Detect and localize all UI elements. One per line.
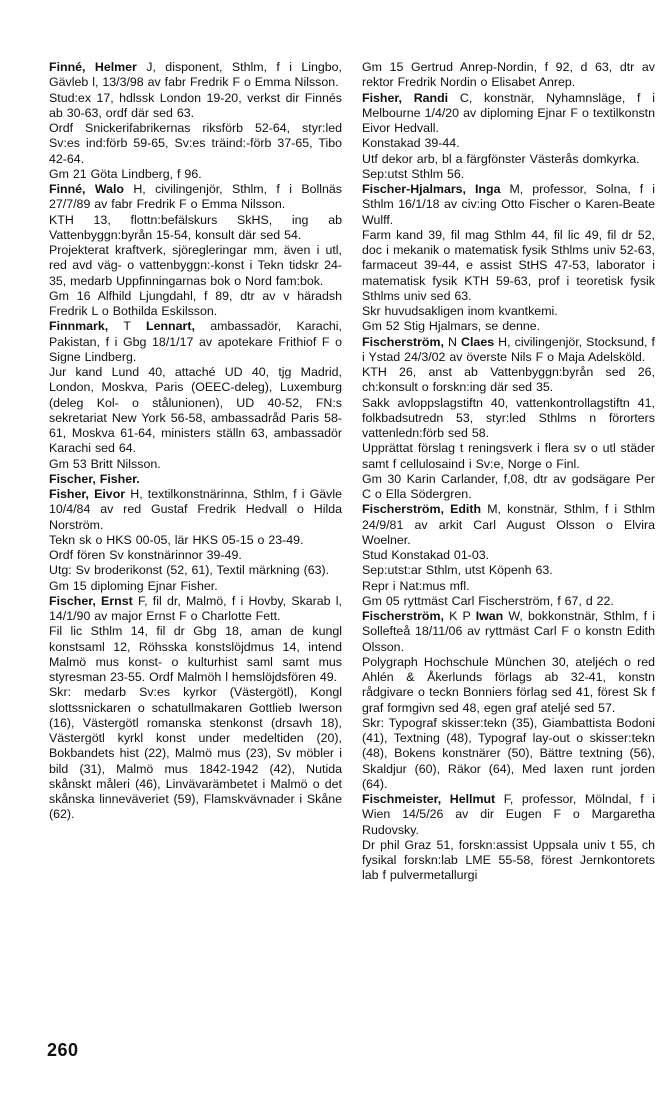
entry-text: Gm 05 ryttmäst Carl Fischerström, f 67, d 22.: [362, 593, 614, 608]
entry-paragraph: [49, 579, 342, 594]
entry-text: Gm 30 Karin Carlander, f,08, dtr av godsägare Per C o Ella Södergren.: [362, 471, 655, 501]
entry-text: Gm 15 Gertrud Anrep-Nordin, f 92, d 63, dtr av rektor Fredrik Nordin o Elisabet Anrep.: [362, 60, 655, 90]
entry-text: H, civilingenjör, Stocksund, f i Ystad 24/3/02 av överste Nils F o Maja Adelsköld.: [362, 334, 655, 364]
entry-heading-paragraph: [49, 487, 342, 533]
entry-name: Finné, Helmer: [49, 60, 137, 74]
entry-name: Iwan: [475, 609, 504, 623]
entry-paragraph: [362, 441, 655, 472]
entry-text: J, disponent, Sthlm, f i Lingbo, Gävleb l, 13/3/98 av fabr Fredrik F o Emma Nilsson.: [49, 60, 343, 90]
right-column: [362, 60, 655, 884]
entry-text: Upprättat förslag t reningsverk i flera sv o utl städer samt f cellulosaind i Sv:e, Norge o Finl.: [362, 441, 655, 471]
entry-paragraph: [49, 213, 342, 244]
entry-name: Fischer, Fisher.: [49, 471, 140, 486]
entry-heading-paragraph: [362, 335, 655, 366]
entry-paragraph: [362, 563, 655, 578]
entry-text: T: [108, 319, 147, 334]
entry-paragraph: [362, 716, 655, 792]
entry-text: M, professor, Solna, f i Sthlm 16/1/18 av civ:ing Otto Fischer o Karen-Beate Wulff.: [362, 182, 655, 227]
entry-paragraph: [49, 365, 342, 457]
entry-heading-paragraph: [49, 472, 342, 487]
entry-name: Fischerström,: [362, 609, 444, 623]
entry-text: F, fil dr, Malmö, f i Hovby, Skarab l, 14/1/90 av major Ernst F o Charlotte Fett.: [49, 593, 342, 623]
entry-text: Utg: Sv broderikonst (52, 61), Textil märkning (63).: [49, 563, 330, 578]
entry-paragraph: [49, 167, 342, 182]
entry-text: H, textilkonstnärinna, Sthlm, f i Gävle 10/4/84 av red Gustaf Fredrik Hedvall o Hilda Norström.: [49, 487, 342, 532]
entry-paragraph: [362, 396, 655, 442]
entry-text: Ordf fören Sv konstnärinnor 39-49.: [49, 548, 242, 562]
entry-heading-paragraph: [49, 60, 342, 91]
entry-name: Fisher, Randi: [362, 90, 449, 105]
entry-paragraph: [362, 167, 655, 182]
entry-paragraph: [49, 548, 342, 563]
entry-text: M, konstnär, Sthlm, f i Sthlm 24/9/81 av arkit Carl August Olsson o Elvira Woelner.: [362, 502, 656, 547]
entry-text: Dr phil Graz 51, forskn:assist Uppsala univ t 55, ch fysikal forskn:lab LME 55-58, förest Jernkontorets lab f pulvermetallurgi: [362, 837, 655, 883]
entry-text: H, civilingenjör, Sthlm, f i Bollnäs 27/7/89 av fabr Fredrik F o Emma Nilsson.: [49, 182, 342, 212]
entry-heading-paragraph: [49, 594, 342, 625]
entry-text: Skr: medarb Sv:es kyrkor (Västergötl), Kongl slottssnickaren o schatullmakaren Gottlieb Iwerson (16), Västergötl romanska stenkonst (drsavh 18), Västergötl kyrkl konst under medeltiden (20), Bokbandets hist (22), Malmö mus (23), Sv möbler i bild (31), Malmö mus 1842-1942 (42), Nutida skånskt måleri (46), Linvävarämbetet i Malmö o det skånska linneväveriet (59), Flamskvävnader i Skåne (62).: [49, 685, 342, 822]
entry-paragraph: [362, 594, 655, 609]
entry-paragraph: [362, 365, 655, 396]
entry-heading-paragraph: [362, 502, 655, 548]
entry-paragraph: [362, 579, 655, 594]
entry-text: Polygraph Hochschule München 30, ateljéch o red Ahlén & Åkerlunds förlags ab 32-41, konstn rådgivare o teckn Bonniers förlag sed 41, förest Sk f graf formgivn sed 48, egen graf ateljé sed 57.: [362, 654, 655, 715]
entry-text: Gm 15 diploming Ejnar Fisher.: [49, 578, 218, 593]
entry-paragraph: [362, 152, 655, 167]
entry-text: Stud Konstakad 01-03.: [362, 548, 490, 562]
entry-name: Fischerström, Edith: [362, 502, 482, 517]
entry-text: F, professor, Mölndal, f i Wien 14/5/26 av dir Eugen F o Margaretha Rudovsky.: [362, 792, 655, 837]
entry-paragraph: [362, 60, 655, 91]
entry-paragraph: [362, 319, 655, 334]
entry-name: Fischer, Ernst: [49, 593, 133, 608]
entry-text: Gm 53 Britt Nilsson.: [49, 456, 161, 471]
entry-name: Finné, Walo: [49, 182, 124, 196]
entry-name: Fischerström,: [362, 334, 444, 349]
entry-paragraph: [49, 624, 342, 685]
entry-text: Jur kand Lund 40, attaché UD 40, tjg Madrid, London, Moskva, Paris (OEEC-deleg), Luxemburg (deleg Kol- o stålunionen), UD 40-52, FN:s sekretariat New York 56-58, ambassadråd Paris 58-61, Moskva 61-64, ministers ställn 63, ambassadör Karachi sed 64.: [49, 365, 342, 456]
entry-text: W, bokkonstnär, Sthlm, f i Sollefteå 18/11/06 av ryttmäst Carl F o konstn Edith Olsson.: [362, 609, 655, 654]
entry-name: Fisher, Eivor: [49, 487, 126, 501]
entry-text: Sep:utst Sthlm 56.: [362, 166, 465, 181]
entry-paragraph: [49, 121, 342, 167]
entry-paragraph: [362, 304, 655, 319]
entry-text: Gm 52 Stig Hjalmars, se denne.: [362, 319, 541, 334]
entry-text: Projekterat kraftverk, sjöregleringar mm, även i utl, red avd väg- o vattenbyggn:-konst i Tekn tidskr 24-35, medarb Uppfinningarnas bok o Nord fam:bok.: [49, 243, 342, 288]
entry-heading-paragraph: [362, 91, 655, 137]
entry-name: Claes: [461, 334, 495, 349]
entry-heading-paragraph: [49, 319, 342, 365]
page-number: 260: [47, 1040, 79, 1060]
entry-text: Utf dekor arb, bl a färgfönster Västerås domkyrka.: [362, 151, 640, 166]
entry-text: C, konstnär, Nyhamnsläge, f i Melbourne 1/4/20 av diploming Ejnar F o textilkonstn Eivor Hedvall.: [362, 90, 655, 135]
entry-text: Skr: Typograf skisser:tekn (35), Giambattista Bodoni (41), Textning (48), Typograf lay-out o skisser:tekn (48), Bokens konstnärer (50), Bättre textning (56), Skaldjur (60), Räkor (64), Med laxen runt jorden (64).: [362, 715, 655, 791]
entry-text: N: [443, 334, 462, 349]
entry-text: Fil lic Sthlm 14, fil dr Gbg 18, aman de kungl konstsaml 12, Röhsska konstslöjdmus 14, intend Malmö mus konst- o kulturhist saml samt mus styresman 23-55. Ordf Malmöh l hemslöjdsfören 49.: [49, 624, 342, 684]
entry-heading-paragraph: [362, 182, 655, 228]
entry-text: Ordf Snickerifabrikernas riksförb 52-64, styr:led Sv:es ind:förb 59-65, Sv:es träind:-förb 37-65, Tibo 42-64.: [49, 121, 342, 166]
entry-paragraph: [362, 548, 655, 563]
entry-paragraph: [49, 563, 342, 578]
entry-name: Lennart,: [146, 319, 195, 334]
entry-text: Farm kand 39, fil mag Sthlm 44, fil lic 49, fil dr 52, doc i mekanik o matematisk fysik Sthlms univ 52-63, farmaceut 39-44, e assist StHS 47-53, laborator i matematisk fysik KTH 59-63, prof i teoretisk fysik Sthlms univ sed 63.: [362, 227, 655, 303]
entry-paragraph: [49, 457, 342, 472]
entry-paragraph: [362, 136, 655, 151]
entry-text: Repr i Nat:mus mfl.: [362, 578, 470, 593]
entry-text: Tekn sk o HKS 00-05, lär HKS 05-15 o 23-49.: [49, 532, 304, 547]
entry-paragraph: [362, 228, 655, 304]
entry-text: Sakk avloppslagstiftn 40, vattenkontrollagstiftn 41, folkbadsutredn 53, styr:led Sthlms n förorters vattenledn:förb sed 58.: [362, 395, 655, 440]
entry-heading-paragraph: [49, 182, 342, 213]
entry-text: K P: [443, 609, 476, 623]
entry-paragraph: [49, 91, 342, 122]
entry-text: Konstakad 39-44.: [362, 136, 460, 151]
entry-name: Fischmeister, Hellmut: [362, 792, 496, 806]
entry-name: Finnmark,: [49, 319, 109, 334]
entry-heading-paragraph: [362, 609, 655, 655]
entry-text: Stud:ex 17, hdlssk London 19-20, verkst dir Finnés ab 30-63, ordf där sed 63.: [49, 90, 342, 120]
entry-text: KTH 26, anst ab Vattenbyggn:byrån sed 26, ch:konsult o forskn:ing där sed 35.: [362, 365, 655, 395]
entry-heading-paragraph: [362, 792, 655, 838]
entry-text: Gm 21 Göta Lindberg, f 96.: [49, 166, 202, 181]
entry-text: Sep:utst:ar Sthlm, utst Köpenh 63.: [362, 563, 553, 578]
entry-paragraph: [362, 472, 655, 503]
entry-text: Gm 16 Alfhild Ljungdahl, f 89, dtr av v häradsh Fredrik L o Bothilda Eskilsson.: [49, 288, 342, 318]
entry-name: Fischer-Hjalmars, Inga: [362, 182, 501, 196]
entry-paragraph: [49, 685, 342, 822]
entry-paragraph: [362, 655, 655, 716]
entry-paragraph: [49, 289, 342, 320]
entry-paragraph: [49, 533, 342, 548]
entry-paragraph: [362, 838, 655, 884]
left-column: [49, 60, 342, 823]
entry-text: ambassadör, Karachi, Pakistan, f i Gbg 18/1/17 av apotekare Frithiof F o Signe Lindberg.: [49, 319, 342, 364]
entry-text: Skr huvudsakligen inom kvantkemi.: [362, 304, 558, 318]
entry-text: KTH 13, flottn:befälskurs SkHS, ing ab Vattenbyggn:byrån 15-54, konsult där sed 54.: [49, 212, 342, 242]
entry-paragraph: [49, 243, 342, 289]
